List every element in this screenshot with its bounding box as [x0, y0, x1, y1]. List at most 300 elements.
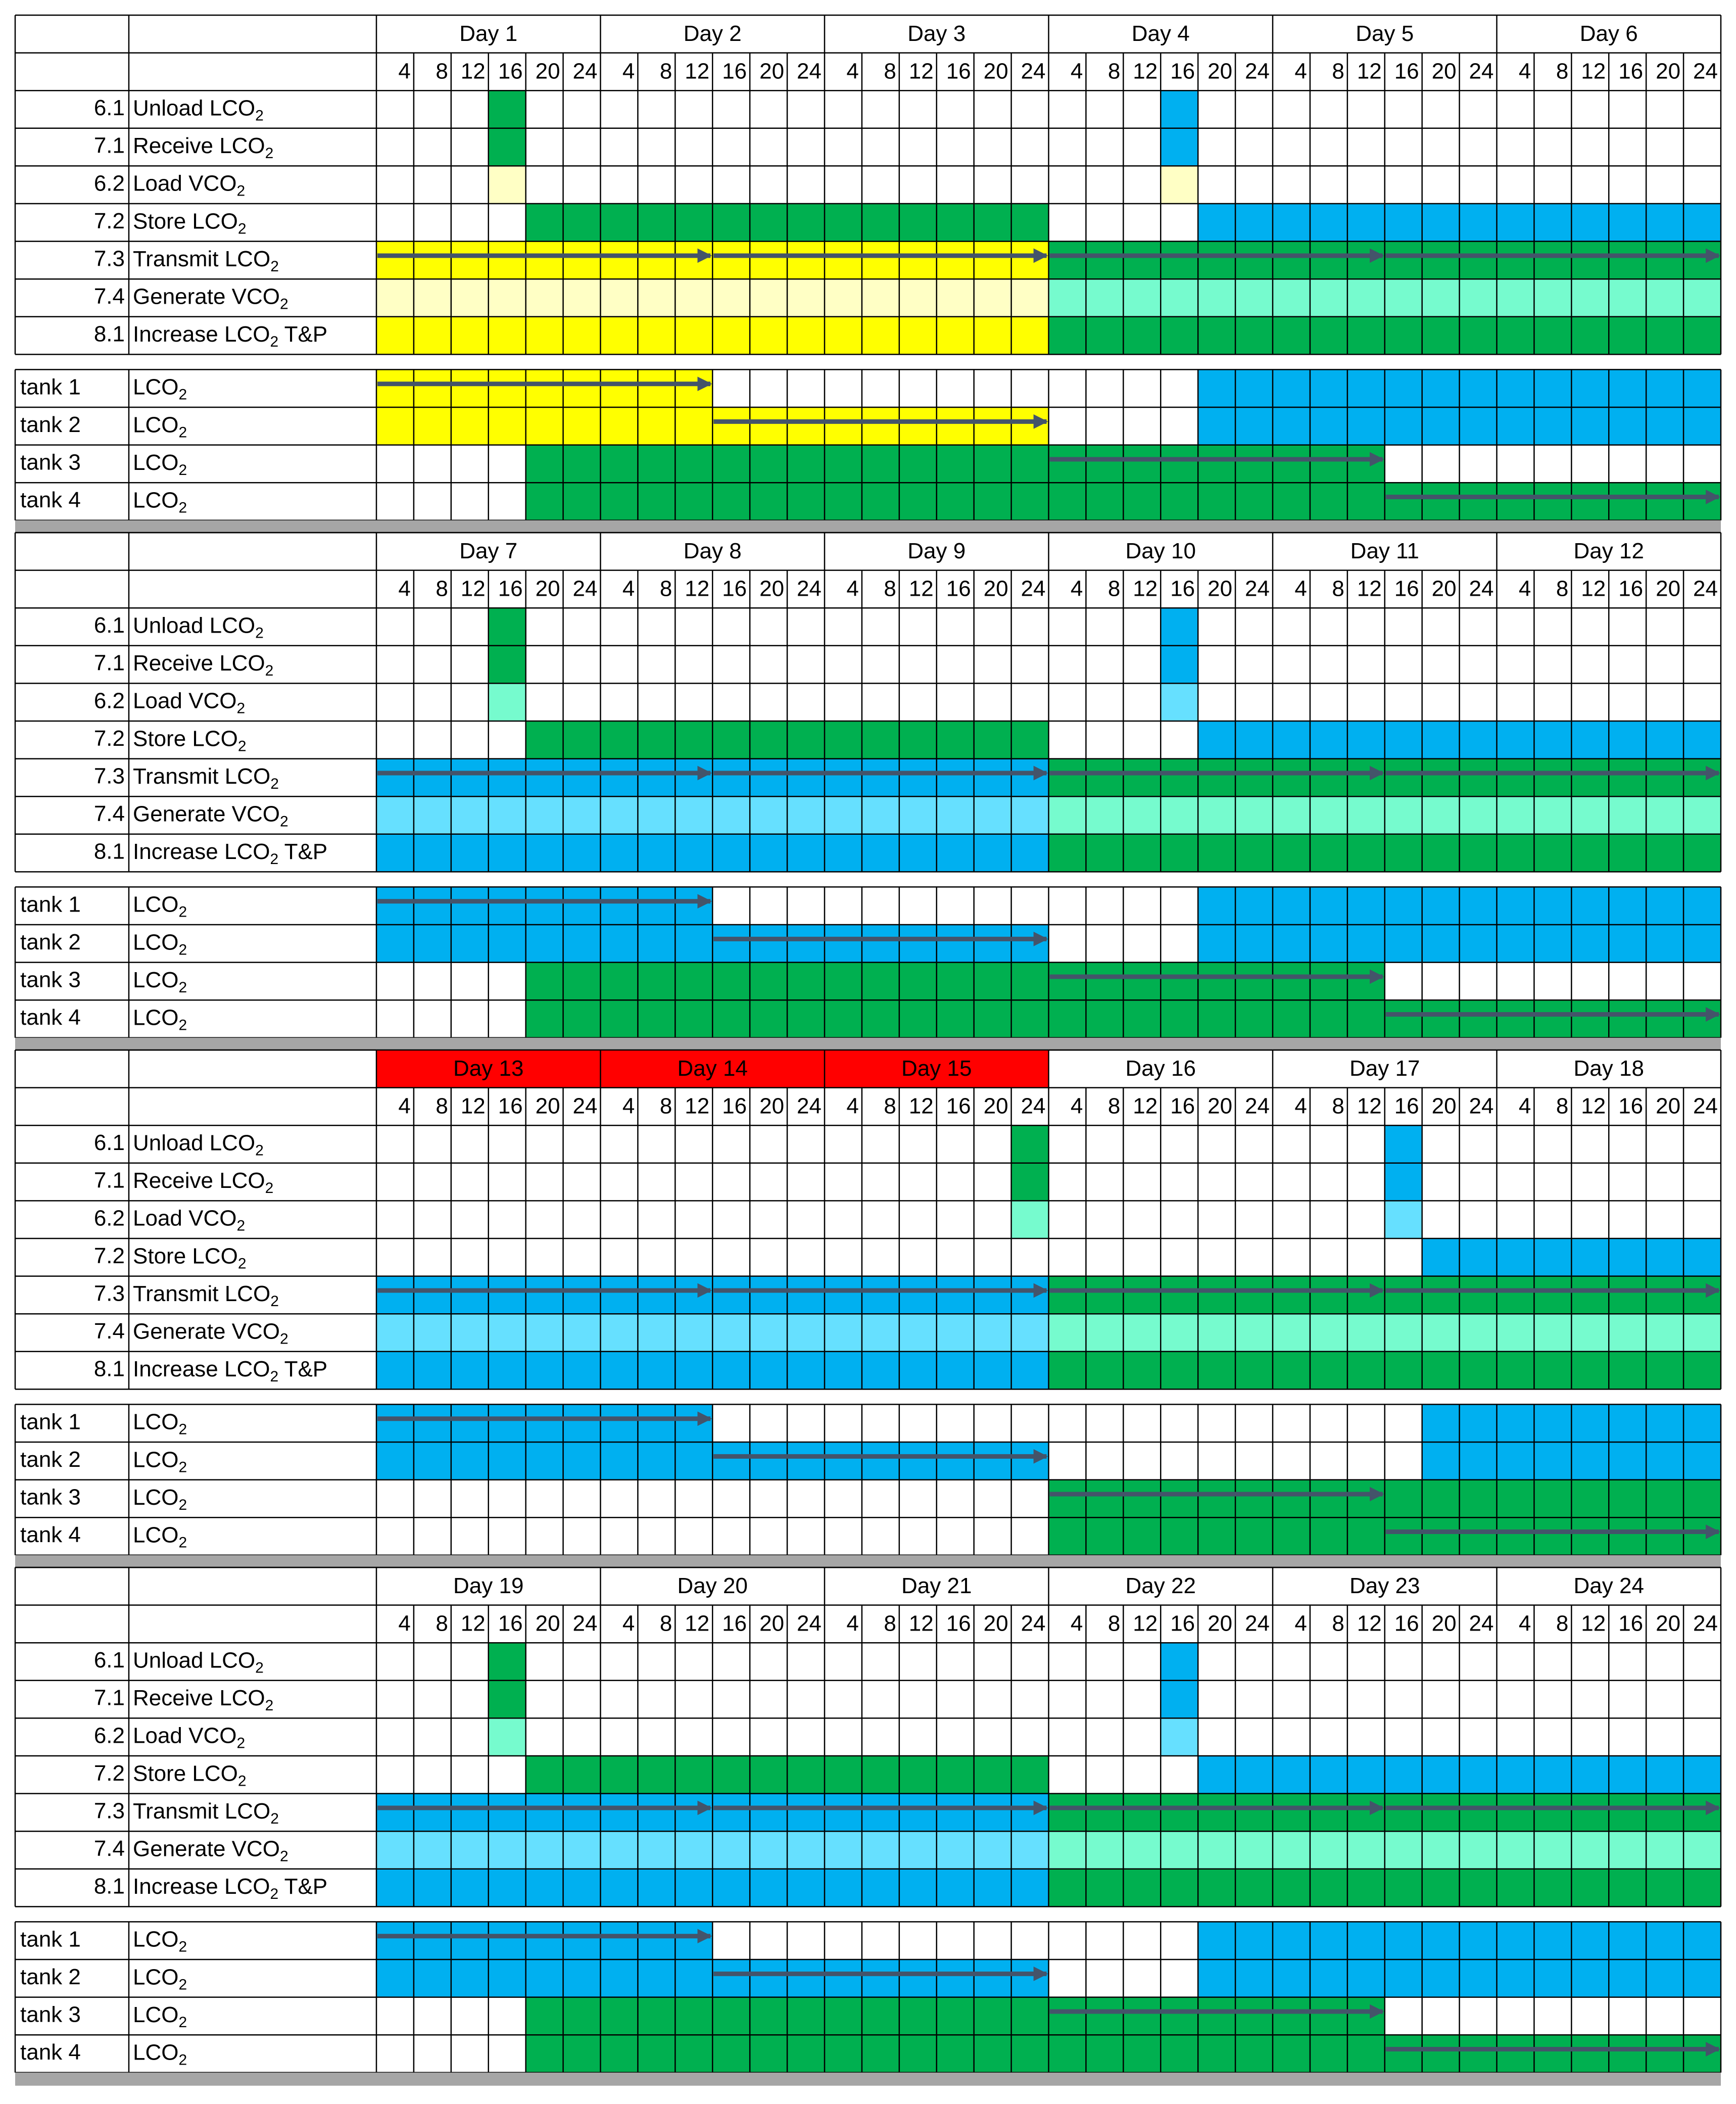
- hour-label: 8: [1332, 59, 1344, 84]
- hour-label: 16: [1170, 1611, 1195, 1636]
- hour-label: 8: [1556, 1611, 1569, 1636]
- tank-content-label: [133, 1447, 187, 1475]
- hour-label: 24: [1021, 1093, 1046, 1119]
- tank-content-label-text: LCO: [133, 450, 179, 475]
- activity-label: [133, 1206, 245, 1234]
- activity-label: [133, 726, 247, 754]
- activity-label-subscript: 2: [270, 258, 279, 275]
- activity-label-text: Unload LCO: [133, 95, 256, 121]
- activity-label-subscript: 2: [265, 145, 274, 162]
- timeline-bar-blue: [376, 887, 712, 925]
- schedule-block-1: [15, 15, 1721, 534]
- activity-label-text: Generate VCO: [133, 801, 280, 827]
- timeline-bar-blue: [1161, 90, 1198, 128]
- activity-label-subscript: 2: [237, 738, 247, 755]
- tank-content-label-text: LCO: [133, 1447, 179, 1472]
- hour-label: 8: [659, 59, 672, 84]
- hour-label: 12: [908, 1093, 934, 1119]
- hour-label: 8: [884, 1093, 896, 1119]
- timeline-bar-mint: [489, 683, 526, 721]
- day-label: Day 5: [1356, 21, 1414, 46]
- timeline-bar-light_blue: [1385, 1201, 1422, 1238]
- tank-content-label: [133, 1005, 187, 1033]
- activity-label-subscript: 2: [270, 333, 279, 351]
- hour-label: 8: [436, 1093, 448, 1119]
- activity-label-suffix: T&P: [278, 1356, 328, 1381]
- tank-content-label-subscript: 2: [178, 424, 187, 441]
- tank-content-label-subscript: 2: [178, 979, 187, 996]
- hour-label: 8: [1107, 1611, 1121, 1636]
- hour-label: 12: [1357, 59, 1382, 84]
- hour-label: 16: [1618, 576, 1644, 601]
- tank-content-label-text: LCO: [133, 1485, 179, 1510]
- activity-label: [133, 1244, 247, 1272]
- tank-name: tank 4: [20, 488, 81, 513]
- hour-label: 24: [1021, 59, 1046, 84]
- day-label: Day 17: [1349, 1056, 1420, 1081]
- tank-content-label-text: LCO: [133, 412, 179, 437]
- activity-id: 7.1: [93, 650, 125, 676]
- activity-label-text: Transmit LCO: [133, 763, 271, 789]
- hour-label: 12: [460, 1093, 486, 1119]
- timeline-bar-mint: [489, 1718, 526, 1756]
- hour-label: 20: [1208, 1611, 1233, 1636]
- tank-content-label: [133, 892, 187, 920]
- hour-label: 24: [1245, 1093, 1270, 1119]
- hour-label: 20: [1656, 1093, 1681, 1119]
- day-label: Day 8: [683, 538, 742, 563]
- hour-label: 24: [1469, 576, 1494, 601]
- tank-content-label-subscript: 2: [178, 903, 187, 921]
- activity-id: 7.4: [93, 801, 125, 827]
- activity-label: [133, 1761, 247, 1789]
- activity-label: [133, 801, 288, 830]
- hour-label: 20: [1431, 1093, 1457, 1119]
- hour-label: 24: [1693, 576, 1718, 601]
- hour-label: 24: [1245, 59, 1270, 84]
- block-separator: [15, 2073, 1721, 2086]
- hour-label: 8: [1332, 576, 1344, 601]
- activity-label-subscript: 2: [270, 1886, 279, 1903]
- day-label: Day 2: [683, 21, 742, 46]
- hour-label: 4: [1294, 576, 1307, 601]
- timeline-bar-blue: [1161, 1681, 1198, 1718]
- hour-label: 20: [1656, 59, 1681, 84]
- hour-label: 12: [1357, 576, 1382, 601]
- activity-label-subscript: 2: [255, 625, 264, 642]
- hour-label: 20: [535, 1093, 560, 1119]
- hour-label: 8: [659, 1093, 672, 1119]
- activity-label-text: Increase LCO: [133, 839, 270, 864]
- tank-name: tank 2: [20, 929, 81, 954]
- tank-content-label: [133, 1409, 187, 1438]
- activity-label-text: Store LCO: [133, 1760, 238, 1786]
- tank-content-label: [133, 968, 187, 996]
- activity-id: 7.3: [93, 246, 125, 271]
- activity-label: [133, 284, 288, 312]
- activity-id: 7.1: [93, 1168, 125, 1193]
- hour-label: 16: [722, 576, 747, 601]
- timeline-bar-green: [489, 128, 526, 166]
- activity-id: 7.4: [93, 284, 125, 309]
- tank-content-label-text: LCO: [133, 2040, 179, 2065]
- hour-label: 24: [572, 576, 598, 601]
- hour-label: 20: [759, 1093, 785, 1119]
- hour-label: 12: [460, 1611, 486, 1636]
- activity-label-text: Transmit LCO: [133, 246, 271, 271]
- hour-label: 12: [1133, 59, 1158, 84]
- hour-label: 24: [572, 1093, 598, 1119]
- hour-label: 4: [1294, 1611, 1307, 1636]
- day-label: Day 12: [1573, 538, 1644, 563]
- activity-id: 6.2: [93, 688, 125, 713]
- hour-label: 24: [1245, 576, 1270, 601]
- activity-label-subscript: 2: [265, 662, 274, 680]
- day-label: Day 4: [1131, 21, 1190, 46]
- tank-content-label: [133, 2040, 187, 2068]
- hour-label: 20: [1431, 576, 1457, 601]
- tank-content-label-text: LCO: [133, 1005, 179, 1030]
- hour-label: 20: [1208, 1093, 1233, 1119]
- tank-content-label-text: LCO: [133, 1522, 179, 1548]
- day-label: Day 7: [459, 538, 518, 563]
- tank-content-label-text: LCO: [133, 1409, 179, 1434]
- activity-id: 8.1: [93, 1356, 125, 1381]
- day-label: Day 21: [901, 1573, 972, 1598]
- hour-label: 20: [535, 576, 560, 601]
- tank-content-label: [133, 2002, 187, 2031]
- tank-content-label: [133, 412, 187, 441]
- tank-content-label-text: LCO: [133, 1964, 179, 1989]
- day-label: Day 9: [907, 538, 966, 563]
- hour-label: 20: [1208, 59, 1233, 84]
- activity-label-subscript: 2: [237, 1255, 247, 1272]
- day-label: Day 10: [1125, 538, 1196, 563]
- activity-id: 7.3: [93, 1281, 125, 1306]
- block-separator: [15, 1555, 1721, 1568]
- hour-label: 16: [498, 1093, 523, 1119]
- day-label: Day 23: [1349, 1573, 1420, 1598]
- hour-label: 16: [1170, 576, 1195, 601]
- day-label: Day 16: [1125, 1056, 1196, 1081]
- timeline-bar-green: [489, 646, 526, 684]
- hour-label: 24: [797, 1093, 822, 1119]
- activity-label: [133, 322, 327, 350]
- hour-label: 16: [1394, 59, 1419, 84]
- hour-label: 4: [1518, 59, 1531, 84]
- timeline-bar-light_yellow: [489, 166, 526, 204]
- activity-label: [133, 209, 247, 237]
- hour-label: 12: [1581, 576, 1606, 601]
- hour-label: 8: [1556, 59, 1569, 84]
- tank-content-label-subscript: 2: [178, 461, 187, 479]
- hour-label: 16: [946, 59, 971, 84]
- hour-label: 16: [498, 1611, 523, 1636]
- activity-id: 6.1: [93, 1648, 125, 1673]
- hour-label: 24: [1021, 1611, 1046, 1636]
- activity-label-suffix: T&P: [278, 839, 328, 864]
- activity-label: [133, 247, 279, 275]
- hour-label: 12: [1581, 1611, 1606, 1636]
- hour-label: 16: [946, 576, 971, 601]
- activity-label: [133, 1648, 264, 1676]
- activity-label-subscript: 2: [237, 1773, 247, 1790]
- hour-label: 8: [1556, 1093, 1569, 1119]
- activity-label-text: Receive LCO: [133, 1168, 265, 1193]
- hour-label: 12: [1133, 1093, 1158, 1119]
- tank-content-label-text: LCO: [133, 2002, 179, 2027]
- activity-label: [133, 1799, 279, 1827]
- hour-label: 4: [1070, 1611, 1083, 1636]
- tank-content-label: [133, 1522, 187, 1551]
- activity-label-text: Generate VCO: [133, 1836, 280, 1861]
- block-separator: [15, 520, 1721, 534]
- activity-label-subscript: 2: [270, 1810, 279, 1827]
- hour-label: 16: [1618, 1093, 1644, 1119]
- activity-label: [133, 1357, 327, 1385]
- hour-label: 16: [1394, 576, 1419, 601]
- schedule-block-2: [15, 533, 1721, 1051]
- timeline-bar-green: [489, 608, 526, 646]
- activity-id: 7.2: [93, 1760, 125, 1786]
- timeline-bar-blue: [1161, 646, 1198, 684]
- activity-label: [133, 95, 264, 124]
- timeline-bar-green: [489, 90, 526, 128]
- hour-label: 4: [846, 59, 859, 84]
- hour-label: 16: [722, 1093, 747, 1119]
- hour-label: 20: [983, 1093, 1008, 1119]
- activity-label-text: Unload LCO: [133, 1648, 256, 1673]
- hour-label: 4: [1070, 1093, 1083, 1119]
- hour-label: 8: [1107, 576, 1121, 601]
- activity-id: 8.1: [93, 1874, 125, 1899]
- activity-id: 7.2: [93, 1243, 125, 1268]
- tank-content-label-text: LCO: [133, 488, 179, 513]
- tank-name: tank 4: [20, 1522, 81, 1548]
- hour-label: 16: [722, 59, 747, 84]
- tank-content-label-subscript: 2: [178, 1421, 187, 1438]
- activity-label-text: Increase LCO: [133, 321, 270, 347]
- hour-label: 12: [685, 1611, 710, 1636]
- schedule-block-3: [15, 1050, 1721, 1568]
- hour-label: 4: [846, 576, 859, 601]
- activity-label-text: Unload LCO: [133, 613, 256, 638]
- hour-label: 24: [797, 576, 822, 601]
- hour-label: 24: [1693, 1093, 1718, 1119]
- hour-label: 16: [946, 1093, 971, 1119]
- hour-label: 4: [846, 1093, 859, 1119]
- day-label: Day 6: [1579, 21, 1638, 46]
- activity-label-suffix: T&P: [278, 321, 328, 347]
- tank-name: tank 1: [20, 374, 81, 400]
- tank-name: tank 2: [20, 1964, 81, 1989]
- tank-content-label-text: LCO: [133, 929, 179, 954]
- tank-content-label-subscript: 2: [178, 1496, 187, 1513]
- hour-label: 16: [1170, 1093, 1195, 1119]
- activity-label-text: Increase LCO: [133, 1874, 270, 1899]
- activity-label-subscript: 2: [236, 182, 246, 200]
- tank-name: tank 3: [20, 2002, 81, 2027]
- day-label: Day 18: [1573, 1056, 1644, 1081]
- activity-id: 7.2: [93, 726, 125, 751]
- hour-label: 20: [1656, 1611, 1681, 1636]
- hour-label: 20: [1431, 1611, 1457, 1636]
- hour-label: 16: [946, 1611, 971, 1636]
- activity-label-text: Load VCO: [133, 171, 237, 196]
- hour-label: 16: [1394, 1611, 1419, 1636]
- tank-content-label-text: LCO: [133, 374, 179, 400]
- tank-content-label-subscript: 2: [178, 2014, 187, 2031]
- activity-label-text: Transmit LCO: [133, 1798, 271, 1824]
- activity-label-subscript: 2: [255, 1142, 264, 1159]
- hour-label: 24: [572, 59, 598, 84]
- activity-label-subscript: 2: [255, 1659, 264, 1677]
- tank-content-label-text: LCO: [133, 967, 179, 992]
- hour-label: 8: [659, 576, 672, 601]
- hour-label: 8: [659, 1611, 672, 1636]
- activity-id: 6.2: [93, 1206, 125, 1231]
- activity-label-text: Load VCO: [133, 688, 237, 713]
- activity-label-subscript: 2: [236, 1217, 246, 1234]
- day-label: Day 22: [1125, 1573, 1196, 1598]
- hour-label: 12: [908, 59, 934, 84]
- hour-label: 24: [1693, 1611, 1718, 1636]
- hour-label: 24: [1469, 1611, 1494, 1636]
- hour-label: 24: [1469, 1093, 1494, 1119]
- activity-label-text: Receive LCO: [133, 133, 265, 158]
- activity-id: 7.2: [93, 208, 125, 233]
- hour-label: 20: [983, 576, 1008, 601]
- activity-id: 7.1: [93, 133, 125, 158]
- hour-label: 16: [1618, 1611, 1644, 1636]
- activity-label-text: Unload LCO: [133, 1130, 256, 1156]
- tank-content-label: [133, 1485, 187, 1513]
- day-label: Day 19: [453, 1573, 524, 1598]
- day-label: Day 20: [677, 1573, 748, 1598]
- hour-label: 16: [722, 1611, 747, 1636]
- activity-label-text: Increase LCO: [133, 1356, 270, 1381]
- tank-name: tank 2: [20, 1447, 81, 1472]
- tank-name: tank 3: [20, 1485, 81, 1510]
- tank-name: tank 3: [20, 967, 81, 992]
- activity-label-text: Generate VCO: [133, 1319, 280, 1344]
- tank-content-label-subscript: 2: [178, 1534, 187, 1551]
- activity-label: [133, 839, 327, 868]
- activity-label: [133, 1281, 279, 1310]
- hour-label: 24: [1469, 59, 1494, 84]
- hour-label: 12: [1581, 59, 1606, 84]
- timeline-bar-blue: [1161, 1643, 1198, 1681]
- activity-label-subscript: 2: [270, 1368, 279, 1385]
- activity-label-subscript: 2: [236, 1735, 246, 1752]
- timeline-bar-green: [526, 445, 1385, 483]
- activity-label-subscript: 2: [280, 296, 288, 313]
- tank-content-label: [133, 1965, 187, 1993]
- tank-content-label: [133, 450, 187, 479]
- activity-label-subscript: 2: [270, 1293, 279, 1310]
- activity-label-text: Generate VCO: [133, 284, 280, 309]
- activity-id: 6.2: [93, 1723, 125, 1748]
- activity-label-text: Store LCO: [133, 726, 238, 751]
- timeline-bar-light_yellow: [1161, 166, 1198, 204]
- hour-label: 4: [1518, 1093, 1531, 1119]
- hour-label: 8: [1107, 59, 1121, 84]
- hour-label: 8: [884, 576, 896, 601]
- tank-content-label-subscript: 2: [178, 386, 187, 403]
- activity-label: [133, 133, 273, 162]
- activity-id: 6.1: [93, 613, 125, 638]
- hour-label: 12: [1357, 1093, 1382, 1119]
- hour-label: 12: [685, 59, 710, 84]
- timeline-bar-blue: [376, 1922, 712, 1959]
- activity-id: 6.1: [93, 1130, 125, 1156]
- tank-name: tank 1: [20, 1927, 81, 1952]
- timeline-bar-green: [489, 1681, 526, 1718]
- hour-label: 4: [398, 576, 411, 601]
- activity-label: [133, 1130, 264, 1159]
- timeline-bar-blue: [1161, 128, 1198, 166]
- tank-content-label-subscript: 2: [178, 499, 187, 516]
- timeline-bar-blue: [1385, 1125, 1422, 1163]
- hour-label: 4: [1294, 59, 1307, 84]
- tank-content-label-subscript: 2: [178, 941, 187, 959]
- activity-label: [133, 1686, 273, 1714]
- activity-label-text: Transmit LCO: [133, 1281, 271, 1306]
- day-label: Day 13: [453, 1056, 524, 1081]
- hour-label: 8: [1332, 1093, 1344, 1119]
- activity-label-text: Load VCO: [133, 1723, 237, 1748]
- hour-label: 8: [884, 59, 896, 84]
- hour-label: 4: [398, 59, 411, 84]
- hour-label: 4: [1518, 1611, 1531, 1636]
- activity-label: [133, 1836, 288, 1864]
- tank-content-label: [133, 374, 187, 403]
- tank-name: tank 4: [20, 1005, 81, 1030]
- tank-name: tank 4: [20, 2040, 81, 2065]
- tank-content-label-subscript: 2: [178, 1459, 187, 1476]
- hour-label: 20: [759, 576, 785, 601]
- timeline-bar-blue: [1161, 608, 1198, 646]
- activity-id: 8.1: [93, 839, 125, 864]
- hour-label: 20: [759, 1611, 785, 1636]
- activity-label: [133, 171, 245, 199]
- hour-label: 4: [622, 59, 635, 84]
- hour-label: 12: [908, 1611, 934, 1636]
- block-separator: [15, 1038, 1721, 1051]
- timeline-bar-green: [526, 1997, 1385, 2035]
- activity-label-subscript: 2: [236, 700, 246, 717]
- hour-label: 16: [1170, 59, 1195, 84]
- activity-label-text: Store LCO: [133, 1243, 238, 1268]
- activity-label-subscript: 2: [255, 107, 264, 124]
- hour-label: 24: [797, 1611, 822, 1636]
- hour-label: 24: [1693, 59, 1718, 84]
- schedule-block-4: [15, 1567, 1721, 2086]
- activity-label-subscript: 2: [280, 1330, 288, 1348]
- activity-id: 7.1: [93, 1685, 125, 1710]
- hour-label: 4: [1070, 59, 1083, 84]
- activity-label-subscript: 2: [270, 775, 279, 792]
- activity-label-subscript: 2: [265, 1697, 274, 1714]
- day-label: Day 24: [1573, 1573, 1644, 1598]
- hour-label: 20: [983, 59, 1008, 84]
- activity-id: 7.3: [93, 1798, 125, 1824]
- activity-id: 6.1: [93, 95, 125, 121]
- activity-label: [133, 613, 264, 641]
- activity-id: 7.4: [93, 1836, 125, 1861]
- activity-label: [133, 1319, 288, 1347]
- hour-label: 12: [460, 59, 486, 84]
